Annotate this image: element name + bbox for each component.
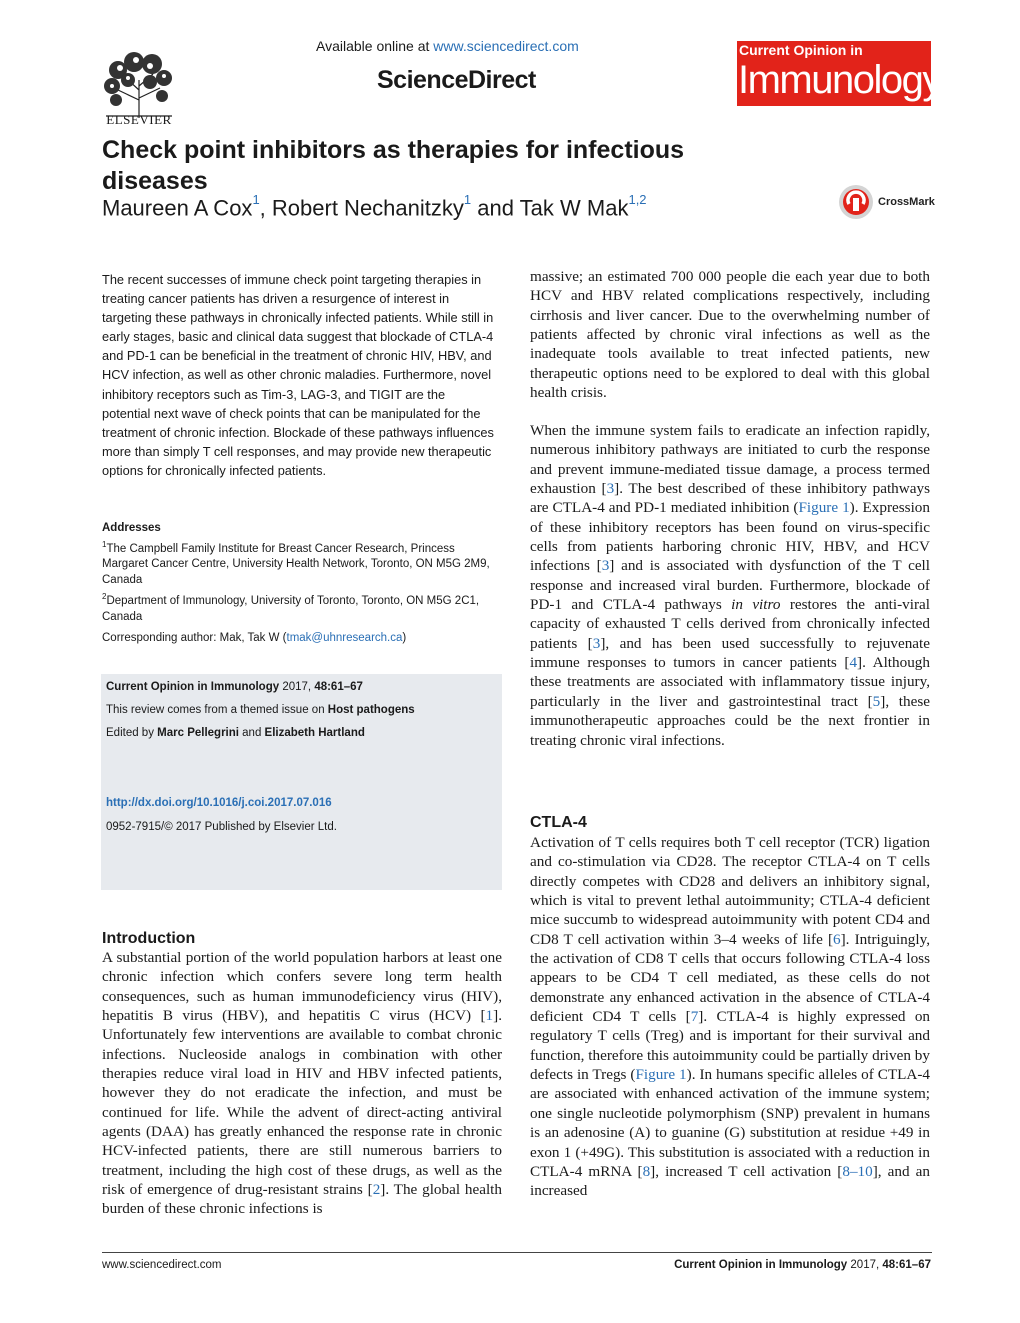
address-2-text: Department of Immunology, University of Toronto, Toronto, ON M5G 2C1, Canada	[102, 594, 480, 623]
doi-link[interactable]: http://dx.doi.org/10.1016/j.coi.2017.07.016	[106, 797, 332, 809]
corresponding-prefix: Corresponding author: Mak, Tak W (	[102, 632, 287, 644]
journal-logo	[737, 41, 941, 106]
corresponding-email-link[interactable]: tmak@uhnresearch.ca	[286, 632, 403, 644]
crossmark-icon	[838, 184, 874, 220]
footer-journal: Current Opinion in Immunology	[674, 1259, 848, 1271]
journal-logo-line1: Current Opinion in	[739, 42, 863, 58]
body-text: ). In humans specific alleles of CTLA-4 are associated with enhanced activation of the immune system; one single nucleotide polymorphism (SNP) prevalent in humans is an adenosine (A) to guanine (G) substitution at residue +49 in exon 1 (+49G). This substitution is associated with a reduction in CTLA-4 mRNA [	[530, 1066, 930, 1180]
author-list	[102, 192, 647, 221]
reference-link[interactable]: 8	[642, 1162, 651, 1180]
address-1	[102, 537, 496, 589]
body-text: ]. The best described of these inhibitory pathways are CTLA-4 and PD-1 mediated inhibition (	[530, 480, 930, 517]
address-1-marker: 1	[102, 539, 107, 549]
editors-line	[106, 727, 365, 739]
author-name: Tak W Mak	[519, 195, 629, 221]
editors-and: and	[238, 727, 265, 739]
introduction-paragraph	[102, 948, 502, 1219]
body-text: ]. Unfortunately few interventions are available to combat chronic infections. Nucleoside analogs in combination with other therapies reduce viral load in HIV and HBV infected patients, however they do not eradicate the infection, and must be continued for life. While the advent of direct-acting antiviral agents (DAA) has greatly enhanced the response rate in chronic HCV-infected patients, there are still numerous barriers to treatment, including the high cost of these drugs, as well as the risk of emergence of drug-resistant strains [	[102, 1007, 502, 1199]
figure-link[interactable]: Figure 1	[635, 1066, 687, 1084]
body-text: ). Expression of these inhibitory receptors has been found on virus-specific cells from patients harboring chronic HIV, HBV, and HCV infections [	[530, 499, 930, 575]
author-name: Maureen A Cox	[102, 195, 253, 221]
article-title: Check point inhibitors as therapies for infectious diseases	[102, 136, 685, 195]
body-text: ]. CTLA-4 is highly expressed on regulatory T cells (Treg) and is important for their survival and function, therefore this autoimmunity could be partially driven by defects in Tregs (	[530, 1008, 931, 1084]
sciencedirect-brand: ScienceDirect	[377, 66, 536, 94]
body-text: A substantial portion of the world population harbors at least one chronic infection which confers severe long term health consequences, such as human immunodeficiency virus (HIV), hepatitis B virus (HBV), and hepatitis C virus (HCV) [	[102, 949, 502, 1025]
journal-logo-line2: Immunology	[738, 58, 941, 102]
sciencedirect-url-link[interactable]: www.sciencedirect.com	[433, 38, 579, 54]
body-text: ], and an increased	[530, 1162, 930, 1200]
body-text: restores the anti-viral capacity of exhausted T cells derived from chronically infected patients [	[530, 596, 931, 652]
body-text: ], increased T cell activation [	[650, 1162, 843, 1180]
body-text: ]. The global health burden of these chronic infections is	[102, 1181, 502, 1218]
citation-pages: 48:61–67	[314, 681, 363, 693]
publisher-name: ELSEVIER	[106, 112, 172, 127]
figure-link[interactable]: Figure 1	[798, 499, 850, 517]
body-text: ], and has been used successfully to rejuvenate immune responses to tumors in cancer patients [	[530, 634, 931, 672]
editor-name: Elizabeth Hartland	[264, 727, 365, 739]
address-2	[102, 589, 496, 625]
footer-divider	[102, 1252, 932, 1253]
theme-line	[106, 704, 415, 716]
reference-link[interactable]: 5	[872, 692, 881, 710]
reference-link[interactable]: 3	[601, 557, 610, 575]
body-text: When the immune system fails to eradicate an infection rapidly, numerous inhibitory pathways are initiated to curb the response and prevent immune-mediated tissue damage, a process termed exhaustion [	[530, 422, 930, 498]
body-text: Activation of T cells requires both T cell receptor (TCR) ligation and co-stimulation via CD28. The receptor CTLA-4 on T cells directly competes with CD28 and delivers an inhibitory signal, which is vital to prevent lethal autoimmunity; CTLA-4 deficient mice succumb to widespread autoimmunity with potent CD4 and CD8 T cell activation within 3–4 weeks of life [	[530, 834, 930, 948]
section-heading-introduction: Introduction	[102, 930, 196, 947]
author-separator: ,	[259, 195, 272, 221]
crossmark-label: CrossMark	[878, 196, 935, 208]
author-name: Robert Nechanitzky	[271, 195, 464, 221]
footer-pages: 48:61–67	[882, 1259, 931, 1271]
body-text: ], these immunotherapeutic approaches could be the next frontier in treating chronic viral infections.	[530, 692, 930, 749]
available-prefix: Available online at	[316, 38, 434, 54]
section-heading-ctla4: CTLA-4	[530, 814, 587, 831]
crossmark-badge[interactable]	[838, 184, 938, 222]
affiliation-link[interactable]: 1,2	[628, 192, 647, 207]
corresponding-suffix: )	[402, 632, 407, 644]
italic-term: in vitro	[731, 596, 781, 614]
addresses	[102, 521, 496, 625]
affiliation-link[interactable]: 1	[252, 192, 260, 207]
footer-website: www.sciencedirect.com	[102, 1259, 222, 1271]
citation-year: 2017,	[279, 681, 315, 693]
corresponding-author	[102, 632, 496, 644]
footer-year: 2017,	[847, 1259, 883, 1271]
body-text: ] and is associated with dysfunction of the T cell response and increased viral burden. Furthermore, blockade of PD-1 and CTLA-4 pathways	[530, 557, 930, 614]
address-2-marker: 2	[102, 592, 107, 602]
intro-continued-paragraph: massive; an estimated 700 000 people die each year due to both HCV and HBV related complications respectively, including cirrhosis and liver cancer. Due to the overwhelming number of patients affected by chronic viral infections as well as the inadequate tools available to treat infected patients, new therapeutic options need to be explored to deal with this global health crisis.	[530, 268, 930, 402]
body-text: ]. Although these treatments are associated with inflammatory tissue injury, particularly in the liver and gastrointestinal tract [	[530, 654, 930, 710]
reference-link[interactable]: 8–10	[842, 1162, 873, 1180]
reference-link[interactable]: 3	[606, 480, 615, 498]
article-info-box	[101, 674, 502, 890]
theme-prefix: This review comes from a themed issue on	[106, 704, 328, 716]
exhaustion-paragraph	[530, 421, 930, 750]
available-online	[316, 38, 579, 54]
footer-citation	[674, 1259, 931, 1271]
editors-prefix: Edited by	[106, 727, 158, 739]
citation-journal: Current Opinion in Immunology	[106, 681, 280, 693]
affiliation-link[interactable]: 1	[463, 192, 472, 207]
copyright-line: 0952-7915/© 2017 Published by Elsevier Ltd.	[106, 821, 337, 833]
reference-link[interactable]: 1	[485, 1007, 494, 1025]
address-1-text: The Campbell Family Institute for Breast Cancer Research, Princess Margaret Cancer Centre, University Health Network, Toronto, ON M5G 2M9, Canada	[102, 542, 490, 587]
reference-link[interactable]: 4	[849, 654, 858, 672]
reference-link[interactable]: 7	[690, 1008, 699, 1026]
reference-link[interactable]: 3	[592, 634, 601, 652]
addresses-heading: Addresses	[102, 522, 161, 534]
ctla4-paragraph	[530, 833, 930, 1201]
abstract-text: The recent successes of immune check point targeting therapies in treating cancer patients has driven a resurgence of interest in targeting these pathways in chronically infected patients. While still in early stages, basic and clinical data suggest that blockade of CTLA-4 and PD-1 can be beneficial in the treatment of chronic HIV, HBV, and HCV infection, as well as other chronic maladies. Furthermore, novel inhibitory receptors such as Tim-3, LAG-3, and TIGIT are the potential next wave of check points that can be manipulated for the treatment of chronic infection. Blockade of these pathways influences more than simply T cell responses, and may provide new therapeutic options for chronically infected patients.	[102, 272, 494, 478]
author-separator: and	[471, 195, 520, 221]
reference-link[interactable]: 6	[833, 930, 841, 948]
citation-line	[106, 681, 363, 693]
theme-name: Host pathogens	[327, 704, 415, 716]
reference-link[interactable]: 2	[372, 1181, 381, 1199]
editor-name: Marc Pellegrini	[157, 727, 239, 739]
body-text: ]. Intriguingly, the activation of CD8 T cells that occurs following CTLA-4 loss appears to be CD4 T cell mediated, as these cells do not demonstrate any enhanced activation in the absence of CTLA-4 deficient CD4 T cells [	[530, 930, 930, 1026]
